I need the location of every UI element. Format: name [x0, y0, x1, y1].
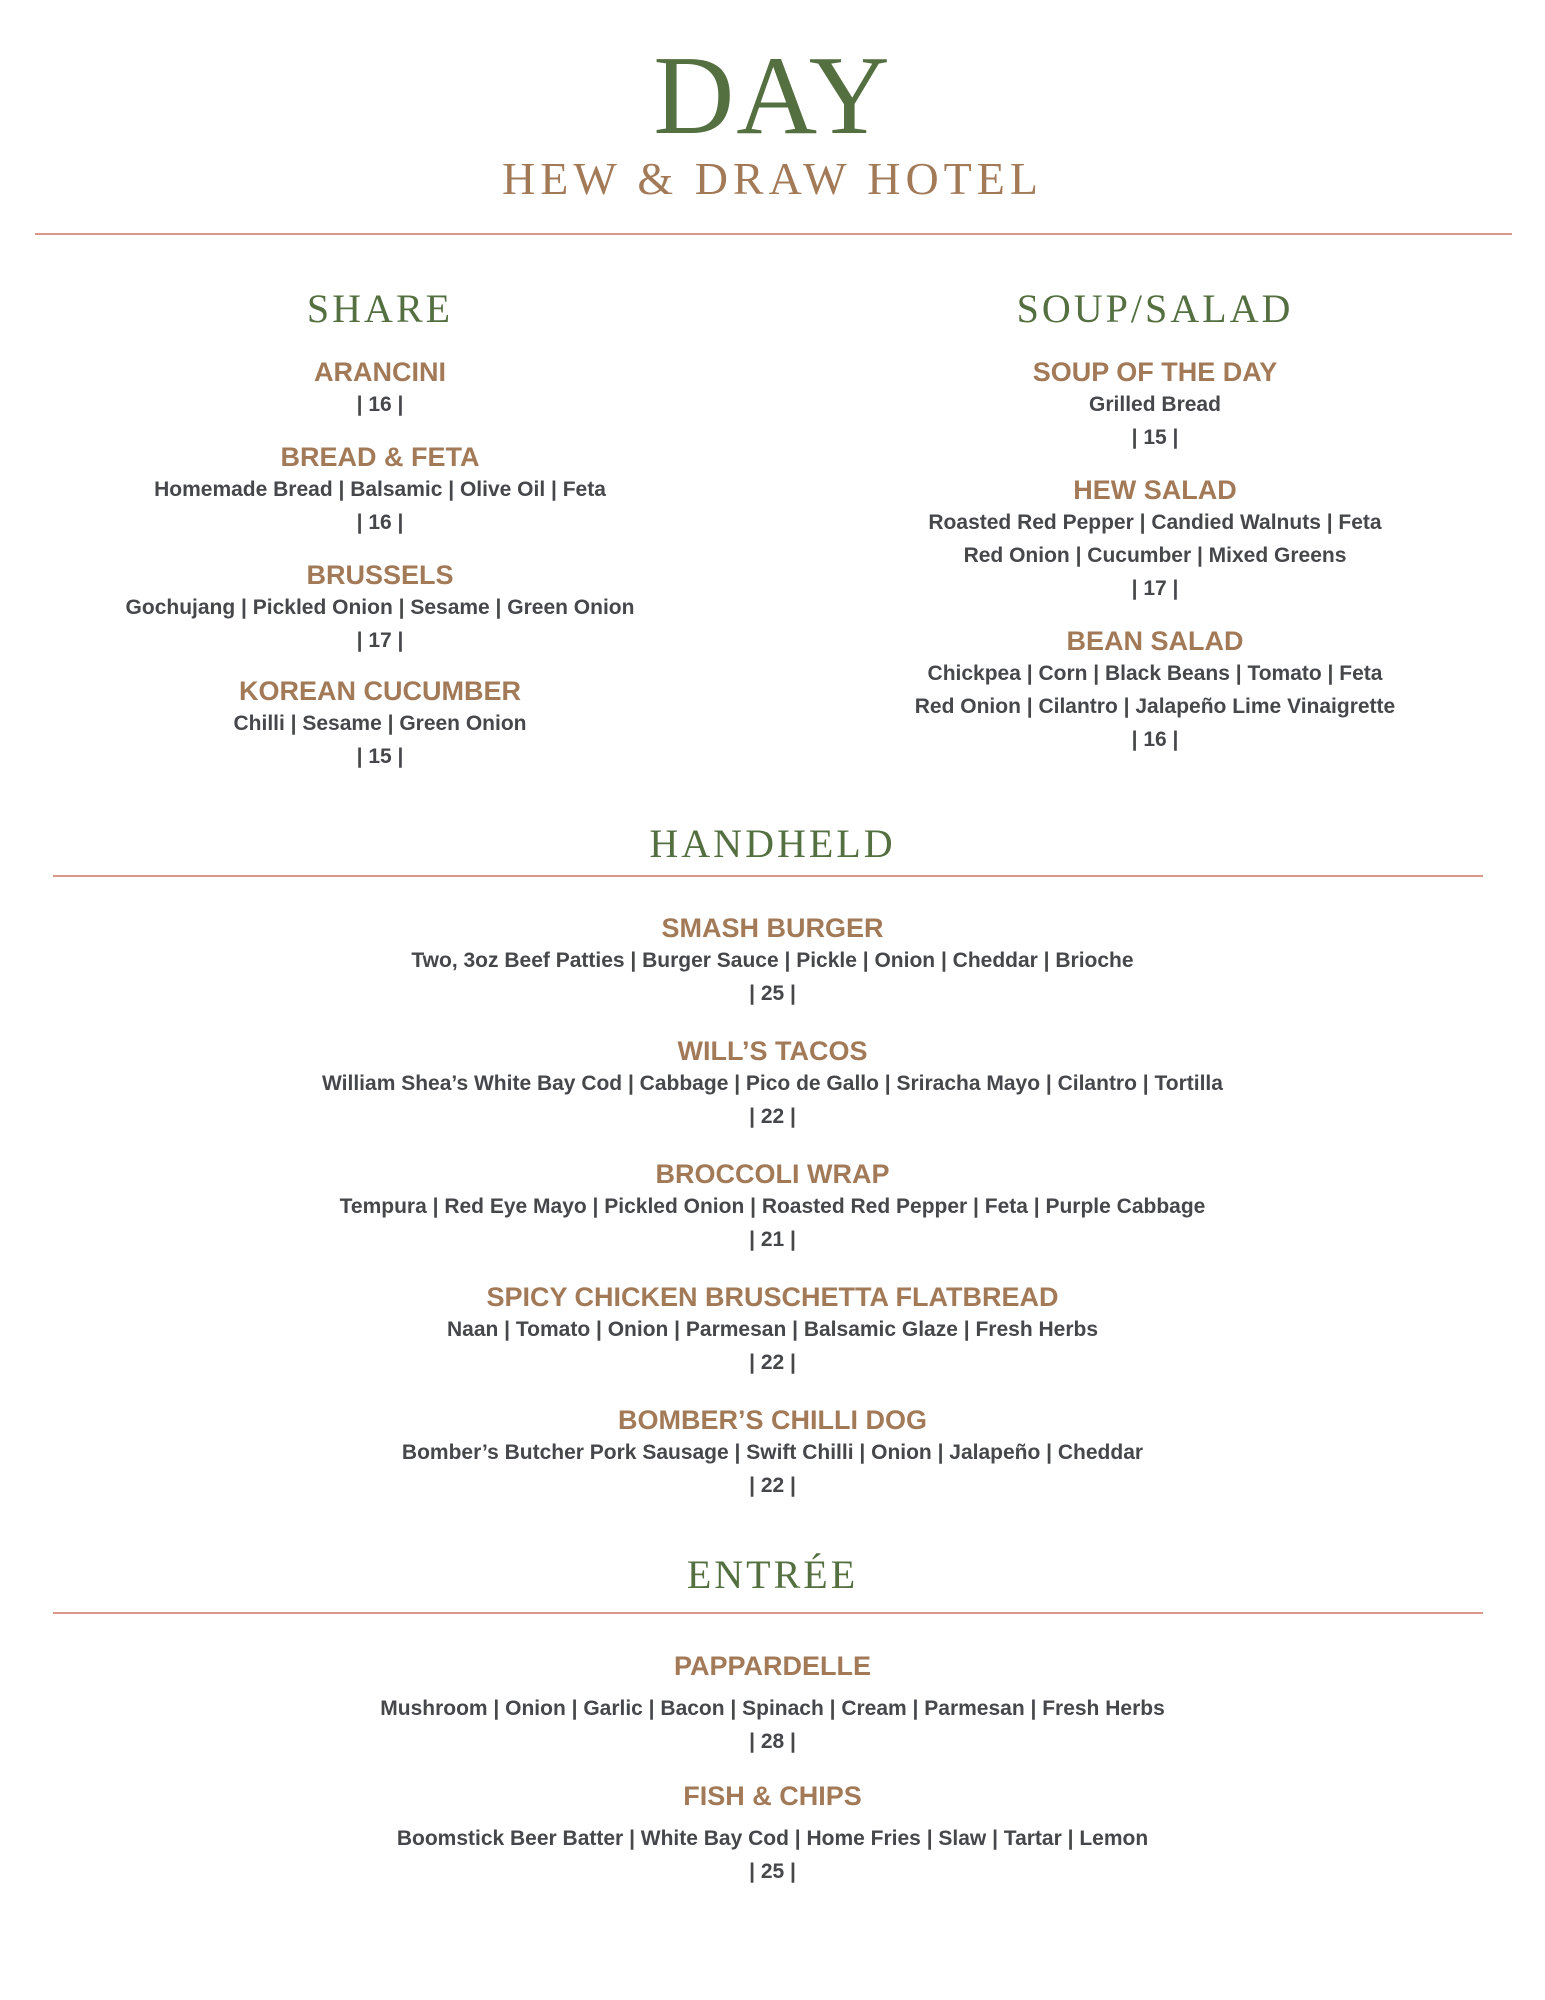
hotel-name: HEW & DRAW HOTEL: [502, 153, 1043, 204]
item-description: Gochujang | Pickled Onion | Sesame | Green Onion: [125, 596, 635, 619]
item-description: Bomber’s Butcher Pork Sausage | Swift Chilli | Onion | Jalapeño | Cheddar: [401, 1441, 1144, 1464]
item-description: Roasted Red Pepper | Candied Walnuts | Feta: [928, 511, 1382, 534]
item-name: SOUP OF THE DAY: [1032, 357, 1278, 387]
item-name: BOMBER’S CHILLI DOG: [618, 1405, 927, 1435]
item-price: | 16 |: [356, 393, 404, 416]
entree-divider: [53, 1612, 1483, 1614]
menu-item-bean-salad: [815, 625, 1495, 756]
menu-item-broccoli-wrap: [100, 1158, 1445, 1256]
section-title-soup-salad: SOUP/SALAD: [1016, 286, 1294, 331]
item-price: | 17 |: [356, 629, 404, 652]
item-description: Homemade Bread | Balsamic | Olive Oil | Feta: [154, 478, 606, 501]
menu-item-korean-cucumber: [40, 675, 720, 773]
item-price: | 25 |: [749, 982, 796, 1005]
item-name: PAPPARDELLE: [673, 1651, 871, 1681]
menu-item-bread-feta: [40, 441, 720, 539]
item-name: BRUSSELS: [306, 560, 454, 590]
menu-item-smash-burger: [100, 912, 1445, 1010]
section-title-share: SHARE: [306, 286, 454, 331]
item-name: HEW SALAD: [1073, 475, 1237, 505]
item-name: BREAD & FETA: [280, 442, 480, 472]
menu-title: DAY: [653, 34, 892, 158]
item-price: | 15 |: [1131, 426, 1179, 449]
item-price: | 22 |: [749, 1474, 796, 1497]
item-description: Two, 3oz Beef Patties | Burger Sauce | Pickle | Onion | Cheddar | Brioche: [411, 949, 1134, 972]
item-price: | 28 |: [749, 1730, 796, 1753]
menu-item-wills-tacos: [100, 1035, 1445, 1133]
header-divider: [35, 233, 1512, 235]
handheld-divider: [53, 875, 1483, 877]
item-name: SPICY CHICKEN BRUSCHETTA FLATBREAD: [486, 1282, 1059, 1312]
item-description: Chilli | Sesame | Green Onion: [233, 712, 527, 735]
section-title-handheld: HANDHELD: [649, 821, 896, 866]
item-description: Boomstick Beer Batter | White Bay Cod | Home Fries | Slaw | Tartar | Lemon: [396, 1827, 1149, 1850]
item-name: BEAN SALAD: [1066, 626, 1244, 656]
item-description: Mushroom | Onion | Garlic | Bacon | Spinach | Cream | Parmesan | Fresh Herbs: [380, 1697, 1165, 1720]
item-price: | 21 |: [749, 1228, 796, 1251]
item-name: FISH & CHIPS: [683, 1781, 862, 1811]
entree-items: [100, 1650, 1445, 1888]
menu-item-arancini: [40, 356, 720, 421]
soup-salad-items: [815, 356, 1495, 756]
item-description: Grilled Bread: [1089, 393, 1221, 416]
menu-item-pappardelle: [100, 1650, 1445, 1758]
item-description: Chickpea | Corn | Black Beans | Tomato | Feta: [927, 662, 1383, 685]
menu-item-spicy-chicken-flatbread: [100, 1281, 1445, 1379]
menu-item-fish-and-chips: [100, 1780, 1445, 1888]
item-description: Red Onion | Cucumber | Mixed Greens: [963, 544, 1347, 567]
item-price: | 15 |: [356, 745, 404, 768]
item-description: William Shea’s White Bay Cod | Cabbage | Pico de Gallo | Sriracha Mayo | Cilantro | Tortilla: [322, 1072, 1223, 1095]
item-price: | 16 |: [356, 511, 404, 534]
handheld-items: [100, 912, 1445, 1502]
share-items: [40, 356, 720, 773]
item-name: WILL’S TACOS: [677, 1036, 868, 1066]
menu-item-hew-salad: [815, 474, 1495, 605]
item-description: Naan | Tomato | Onion | Parmesan | Balsamic Glaze | Fresh Herbs: [446, 1318, 1099, 1341]
menu-item-soup-of-the-day: [815, 356, 1495, 454]
item-name: BROCCOLI WRAP: [655, 1159, 890, 1189]
item-name: KOREAN CUCUMBER: [239, 676, 521, 706]
section-title-entree: ENTRÉE: [686, 1552, 859, 1597]
menu-item-bombers-chilli-dog: [100, 1404, 1445, 1502]
item-price: | 16 |: [1131, 728, 1179, 751]
item-description: Red Onion | Cilantro | Jalapeño Lime Vinaigrette: [914, 695, 1396, 718]
item-price: | 25 |: [749, 1860, 796, 1883]
item-description: Tempura | Red Eye Mayo | Pickled Onion | Roasted Red Pepper | Feta | Purple Cabbage: [339, 1195, 1206, 1218]
item-name: ARANCINI: [314, 357, 446, 387]
item-name: SMASH BURGER: [661, 913, 884, 943]
menu-item-brussels: [40, 559, 720, 657]
item-price: | 17 |: [1131, 577, 1179, 600]
item-price: | 22 |: [749, 1105, 796, 1128]
item-price: | 22 |: [749, 1351, 796, 1374]
